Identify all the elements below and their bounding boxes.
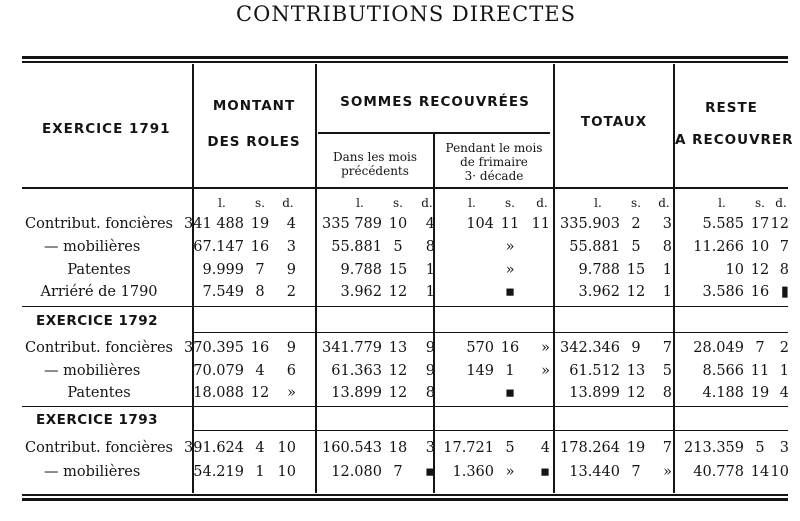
cell-sous: 16 (750, 284, 770, 300)
row-label: Contribut. foncières (25, 340, 173, 356)
cell-deniers: 12 (770, 216, 789, 232)
cell-sous: 2 (631, 216, 641, 232)
cell-sous: 10 (750, 239, 770, 255)
cell-deniers: 9 (425, 340, 435, 356)
cell-sous: 19 (750, 385, 770, 401)
section-title: EXERCICE 1792 (36, 313, 159, 329)
cell-deniers: 3 (662, 216, 672, 232)
cell-livres: 1.360 (452, 464, 494, 480)
cell-sous: 7 (255, 262, 265, 278)
cell-sous: 12 (388, 363, 408, 379)
top-rule-thin (22, 61, 788, 63)
cell-livres: 10 (725, 262, 744, 278)
cell-sous: 4 (255, 363, 265, 379)
cell-livres: 160.543 (322, 440, 382, 456)
cell-sous: 16 (500, 340, 520, 356)
cell-livres: 335.903 (560, 216, 620, 232)
cell-sous: 17 (750, 216, 770, 232)
cell-livres: 342.346 (560, 340, 620, 356)
cell-livres: 55.881 (569, 239, 620, 255)
cell-deniers: » (287, 385, 296, 401)
unit-sous: s. (505, 196, 515, 210)
cell-sous: 15 (626, 262, 646, 278)
cell-sous: 19 (626, 440, 646, 456)
cell-livres: 9.788 (340, 262, 382, 278)
row-label: Contribut. foncières (25, 440, 173, 456)
row-label: — mobilières (44, 464, 141, 480)
header-frimaire-line1: Pendant le mois (445, 141, 543, 155)
cell-deniers: 8 (425, 385, 435, 401)
cell-sous: 12 (626, 385, 646, 401)
cell-deniers: 10 (277, 464, 296, 480)
cell-deniers: ▮ (781, 284, 789, 300)
cell-sous: » (505, 262, 515, 278)
cell-deniers: 9 (286, 262, 296, 278)
cell-livres: 7.549 (202, 284, 244, 300)
unit-livres: l. (356, 196, 364, 210)
bottom-rule-thin (22, 494, 788, 496)
cell-deniers: 2 (779, 340, 789, 356)
cell-deniers: » (541, 340, 550, 356)
cell-livres: 570 (466, 340, 494, 356)
cell-sous: 12 (250, 385, 270, 401)
cell-sous: 7 (631, 464, 641, 480)
cell-sous: 13 (626, 363, 646, 379)
cell-deniers: 1 (425, 262, 435, 278)
cell-sous: 7 (393, 464, 403, 480)
cell-sous: 16 (250, 239, 270, 255)
header-montant-line2: DES ROLES (207, 134, 301, 150)
header-frimaire-line3: 3· décade (464, 169, 524, 183)
row-label: Patentes (67, 385, 131, 401)
cell-deniers: 6 (286, 363, 296, 379)
unit-sous: s. (255, 196, 265, 210)
cell-deniers: 1 (662, 262, 672, 278)
unit-deniers: d. (421, 196, 433, 210)
unit-sous: s. (755, 196, 765, 210)
section-rule-1793 (192, 430, 788, 431)
row-label: — mobilières (44, 363, 141, 379)
cell-sous: 9 (631, 340, 641, 356)
section-separator-1793 (22, 406, 788, 407)
cell-deniers: 9 (425, 363, 435, 379)
cell-deniers: 1 (662, 284, 672, 300)
cell-livres: 9.999 (202, 262, 244, 278)
cell-sous: 1 (255, 464, 265, 480)
cell-livres: 341.779 (322, 340, 382, 356)
col-divider-5 (673, 64, 675, 493)
cell-deniers: 4 (779, 385, 789, 401)
unit-deniers: d. (658, 196, 670, 210)
header-reste-line2: A RECOUVRER (675, 132, 794, 148)
cell-livres: 9.788 (578, 262, 620, 278)
unit-deniers: d. (536, 196, 548, 210)
cell-sous: » (505, 239, 515, 255)
cell-sous: 15 (388, 262, 408, 278)
cell-livres: 12.080 (331, 464, 382, 480)
section-title: EXERCICE 1793 (36, 412, 159, 428)
cell-deniers: 7 (662, 340, 672, 356)
cell-livres: 54.219 (193, 464, 244, 480)
cell-sous: 5 (393, 239, 403, 255)
unit-livres: l. (718, 196, 726, 210)
cell-livres: 11.266 (693, 239, 744, 255)
cell-livres: 335 789 (322, 216, 382, 232)
cell-sous: » (505, 464, 515, 480)
cell-deniers: 2 (286, 284, 296, 300)
cell-deniers: ▪ (540, 464, 550, 480)
cell-deniers: 1 (425, 284, 435, 300)
cell-sous: 12 (750, 262, 770, 278)
cell-deniers: 11 (531, 216, 550, 232)
cell-sous: 8 (255, 284, 265, 300)
cell-sous: 5 (505, 440, 515, 456)
cell-livres: 213.359 (684, 440, 744, 456)
cell-sous: ▪ (505, 385, 515, 401)
cell-livres: 18.088 (193, 385, 244, 401)
cell-deniers: 9 (286, 340, 296, 356)
unit-livres: l. (594, 196, 602, 210)
row-label: Patentes (67, 262, 131, 278)
section-separator-1792 (22, 306, 788, 307)
cell-livres: 61.512 (569, 363, 620, 379)
cell-deniers: 5 (662, 363, 672, 379)
cell-sous: 11 (500, 216, 520, 232)
cell-deniers: 3 (286, 239, 296, 255)
cell-livres: 391.624 (184, 440, 244, 456)
cell-livres: 3.962 (340, 284, 382, 300)
cell-deniers: 8 (425, 239, 435, 255)
header-precedents-line1: Dans les mois (333, 150, 417, 164)
unit-sous: s. (631, 196, 641, 210)
cell-livres: 61.363 (331, 363, 382, 379)
cell-sous: ▪ (505, 284, 515, 300)
top-rule-thick (22, 56, 788, 59)
cell-sous: 1 (505, 363, 515, 379)
cell-deniers: 4 (286, 216, 296, 232)
cell-livres: 4.188 (702, 385, 744, 401)
cell-livres: 28.049 (693, 340, 744, 356)
cell-livres: 5.585 (702, 216, 744, 232)
cell-deniers: 3 (425, 440, 435, 456)
unit-deniers: d. (282, 196, 294, 210)
cell-sous: 14 (750, 464, 770, 480)
row-label: — mobilières (44, 239, 141, 255)
header-totaux: TOTAUX (580, 114, 648, 130)
cell-livres: 70.079 (193, 363, 244, 379)
cell-deniers: 7 (662, 440, 672, 456)
cell-sous: 5 (755, 440, 765, 456)
header-montant-line1: MONTANT (212, 98, 296, 114)
unit-sous: s. (393, 196, 403, 210)
cell-sous: 7 (755, 340, 765, 356)
header-frimaire-line2: de frimaire (460, 155, 528, 169)
cell-livres: 67.147 (193, 239, 244, 255)
col-divider-2 (315, 64, 317, 493)
cell-deniers: 3 (779, 440, 789, 456)
header-sommes: SOMMES RECOUVRÉES (340, 94, 530, 110)
cell-livres: 55.881 (331, 239, 382, 255)
cell-livres: 3.962 (578, 284, 620, 300)
bottom-rule-thick (22, 498, 788, 501)
row-label: Contribut. foncières (25, 216, 173, 232)
cell-livres: 13.440 (569, 464, 620, 480)
cell-deniers: 8 (662, 239, 672, 255)
unit-deniers: d. (775, 196, 787, 210)
cell-sous: 18 (388, 440, 408, 456)
header-precedents-line2: précédents (341, 164, 409, 178)
row-label: Arriéré de 1790 (40, 284, 158, 300)
cell-deniers: » (663, 464, 672, 480)
header-exercice: EXERCICE 1791 (42, 121, 171, 137)
cell-sous: 12 (626, 284, 646, 300)
unit-livres: l. (468, 196, 476, 210)
cell-livres: 341 488 (184, 216, 244, 232)
cell-deniers: 8 (662, 385, 672, 401)
cell-livres: 40.778 (693, 464, 744, 480)
cell-sous: 11 (750, 363, 770, 379)
cell-livres: 3.586 (702, 284, 744, 300)
cell-deniers: 7 (779, 239, 789, 255)
cell-deniers: 10 (770, 464, 789, 480)
cell-livres: 13.899 (331, 385, 382, 401)
section-rule-1792 (192, 332, 788, 333)
cell-deniers: 4 (540, 440, 550, 456)
cell-sous: 19 (250, 216, 270, 232)
sommes-underline (318, 132, 550, 134)
cell-sous: 10 (388, 216, 408, 232)
cell-deniers: » (541, 363, 550, 379)
cell-deniers: 4 (425, 216, 435, 232)
cell-sous: 16 (250, 340, 270, 356)
cell-sous: 4 (255, 440, 265, 456)
cell-sous: 5 (631, 239, 641, 255)
cell-livres: 149 (466, 363, 494, 379)
cell-deniers: ▪ (425, 464, 435, 480)
cell-deniers: 10 (277, 440, 296, 456)
cell-livres: 8.566 (702, 363, 744, 379)
cell-deniers: 8 (779, 262, 789, 278)
page-title: CONTRIBUTIONS DIRECTES (236, 2, 576, 26)
header-bottom-rule (22, 187, 788, 189)
cell-livres: 17.721 (443, 440, 494, 456)
cell-sous: 12 (388, 385, 408, 401)
cell-livres: 13.899 (569, 385, 620, 401)
header-reste-line1: RESTE (705, 100, 758, 116)
cell-sous: 12 (388, 284, 408, 300)
cell-livres: 178.264 (560, 440, 620, 456)
cell-livres: 104 (466, 216, 494, 232)
col-divider-1 (192, 64, 194, 493)
cell-sous: 13 (388, 340, 408, 356)
cell-deniers: 1 (779, 363, 789, 379)
unit-livres: l. (218, 196, 226, 210)
cell-livres: 370.395 (184, 340, 244, 356)
